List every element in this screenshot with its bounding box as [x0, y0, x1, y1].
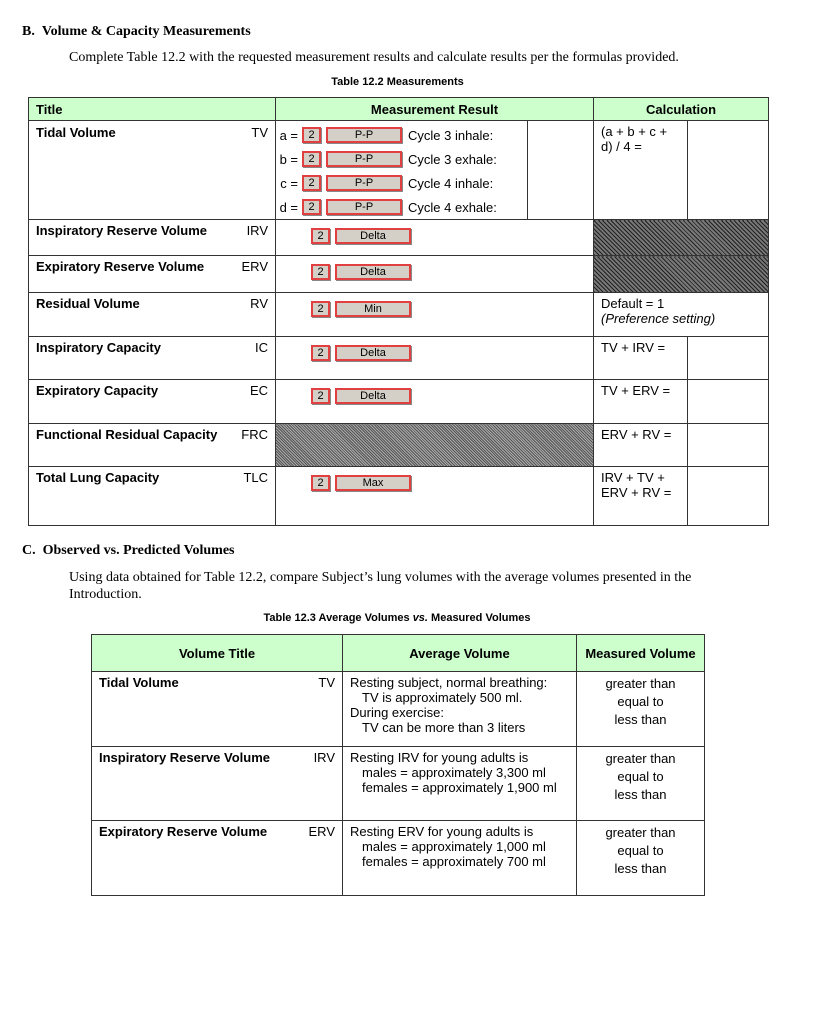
measure-label: a = [279, 127, 298, 143]
channel-button[interactable]: 2 [311, 301, 330, 317]
table-12-2-caption: Table 12.2 Measurements [331, 76, 464, 88]
section-b-heading [22, 24, 251, 40]
measure-mode-button[interactable]: P-P [326, 151, 402, 167]
calc-result-cell[interactable] [688, 467, 769, 526]
row-title: Functional Residual Capacity [36, 427, 218, 442]
measure-mode-button[interactable]: Delta [335, 388, 411, 404]
section-b-intro: Complete Table 12.2 with the requested measurement results and calculate results per the formulas provided. [69, 50, 679, 65]
average-volumes-table [91, 634, 705, 896]
measure-mode-button[interactable]: P-P [326, 127, 402, 143]
table-row [92, 821, 705, 896]
header-volume-title: Volume Title [92, 635, 343, 672]
table-row [29, 424, 769, 467]
row-abbr: RV [250, 296, 268, 311]
section-title: Observed vs. Predicted Volumes [42, 543, 235, 558]
option-less[interactable]: less than [614, 787, 667, 802]
row-title: Tidal Volume [99, 675, 179, 690]
calc-formula: TV + IRV = [594, 337, 688, 380]
channel-button[interactable]: 2 [302, 199, 321, 215]
row-title: Total Lung Capacity [36, 470, 160, 485]
option-greater[interactable]: greater than [605, 751, 676, 766]
avg-text: males = approximately 1,000 ml [362, 839, 546, 854]
channel-button[interactable]: 2 [311, 228, 330, 244]
row-title: Expiratory Capacity [36, 383, 159, 398]
channel-button[interactable]: 2 [302, 127, 321, 143]
row-abbr: TV [251, 125, 268, 140]
calc-result-cell[interactable] [688, 380, 769, 424]
avg-text: Resting subject, normal breathing: [350, 675, 548, 690]
measure-mode-button[interactable]: Max [335, 475, 411, 491]
avg-text: Resting IRV for young adults is [350, 750, 529, 765]
row-abbr: IRV [313, 750, 335, 765]
calc-formula: ERV + RV = [594, 424, 688, 467]
row-abbr: IC [255, 340, 268, 355]
row-abbr: IRV [246, 223, 268, 238]
avg-text: During exercise: [350, 705, 444, 720]
table-row [29, 220, 769, 256]
hatched-cell [594, 256, 769, 293]
row-abbr: TLC [243, 470, 268, 485]
section-c-heading [22, 543, 234, 559]
measure-mode-button[interactable]: P-P [326, 199, 402, 215]
cycle-label: Cycle 4 exhale: [408, 199, 497, 215]
row-abbr: TV [318, 675, 335, 690]
section-title: Volume & Capacity Measurements [41, 24, 251, 39]
table-row [29, 256, 769, 293]
channel-button[interactable]: 2 [311, 264, 330, 280]
channel-button[interactable]: 2 [302, 151, 321, 167]
option-greater[interactable]: greater than [605, 676, 676, 691]
header-measurement: Measurement Result [276, 98, 594, 121]
table-row [29, 380, 769, 424]
row-abbr: EC [249, 383, 268, 398]
measure-label: d = [279, 199, 298, 215]
measure-mode-button[interactable]: Delta [335, 345, 411, 361]
avg-text: males = approximately 3,300 ml [362, 765, 546, 780]
row-title: Tidal Volume [36, 125, 116, 140]
avg-text: TV is approximately 500 ml. [362, 690, 523, 705]
row-abbr: ERV [241, 259, 268, 274]
hatched-cell [594, 220, 769, 256]
table-row [29, 467, 769, 526]
section-letter: C. [22, 543, 36, 558]
result-cell[interactable] [528, 121, 594, 220]
measure-mode-button[interactable]: Delta [335, 264, 411, 280]
calc-formula: IRV + TV + ERV + RV = [594, 467, 688, 526]
avg-text: females = approximately 1,900 ml [362, 780, 557, 795]
channel-button[interactable]: 2 [302, 175, 321, 191]
header-title: Title [29, 98, 276, 121]
hatched-cell [276, 424, 594, 467]
measure-label: c = [280, 175, 298, 191]
caption-text: Measured Volumes [427, 612, 531, 624]
avg-text: females = approximately 700 ml [362, 854, 546, 869]
option-less[interactable]: less than [614, 712, 667, 727]
header-calculation: Calculation [594, 98, 769, 121]
table-row [29, 337, 769, 380]
table-12-3-caption [91, 612, 703, 624]
row-title: Expiratory Reserve Volume [36, 259, 205, 274]
measure-mode-button[interactable]: Delta [335, 228, 411, 244]
measurements-table [28, 97, 769, 526]
option-equal[interactable]: equal to [617, 843, 664, 858]
calc-result-cell[interactable] [688, 337, 769, 380]
option-greater[interactable]: greater than [605, 825, 676, 840]
option-equal[interactable]: equal to [617, 769, 664, 784]
table-row [92, 672, 705, 747]
option-less[interactable]: less than [614, 861, 667, 876]
cycle-label: Cycle 3 inhale: [408, 127, 494, 143]
calc-formula: TV + ERV = [594, 380, 688, 424]
calc-formula: Default = 1 [601, 296, 665, 311]
section-letter: B. [22, 24, 35, 39]
row-title: Residual Volume [36, 296, 140, 311]
caption-text: vs. [412, 612, 428, 624]
row-abbr: ERV [308, 824, 335, 839]
channel-button[interactable]: 2 [311, 345, 330, 361]
calc-result-cell[interactable] [688, 121, 769, 220]
channel-button[interactable]: 2 [311, 388, 330, 404]
cycle-label: Cycle 3 exhale: [408, 151, 497, 167]
avg-text: TV can be more than 3 liters [362, 720, 526, 735]
calc-note: (Preference setting) [601, 311, 716, 326]
channel-button[interactable]: 2 [311, 475, 330, 491]
table-row [92, 747, 705, 821]
table-row [29, 293, 769, 337]
row-title: Inspiratory Capacity [36, 340, 161, 355]
header-average-volume: Average Volume [343, 635, 577, 672]
measure-label: b = [279, 151, 298, 167]
measure-mode-button[interactable]: Min [335, 301, 411, 317]
row-title: Inspiratory Reserve Volume [36, 223, 207, 238]
cycle-label: Cycle 4 inhale: [408, 175, 494, 191]
section-c-intro: Using data obtained for Table 12.2, compare Subject’s lung volumes with the average volumes presented in the Introduction. [69, 570, 692, 602]
row-title: Inspiratory Reserve Volume [99, 750, 270, 765]
avg-text: Resting ERV for young adults is [350, 824, 534, 839]
measure-mode-button[interactable]: P-P [326, 175, 402, 191]
caption-text: Table 12.3 Average Volumes [263, 612, 413, 624]
row-title: Expiratory Reserve Volume [99, 824, 268, 839]
table-row [29, 121, 769, 220]
header-measured-volume: Measured Volume [577, 635, 705, 672]
option-equal[interactable]: equal to [617, 694, 664, 709]
row-abbr: FRC [241, 427, 268, 442]
calc-formula: (a + b + c + d) / 4 = [594, 121, 688, 220]
calc-result-cell[interactable] [688, 424, 769, 467]
